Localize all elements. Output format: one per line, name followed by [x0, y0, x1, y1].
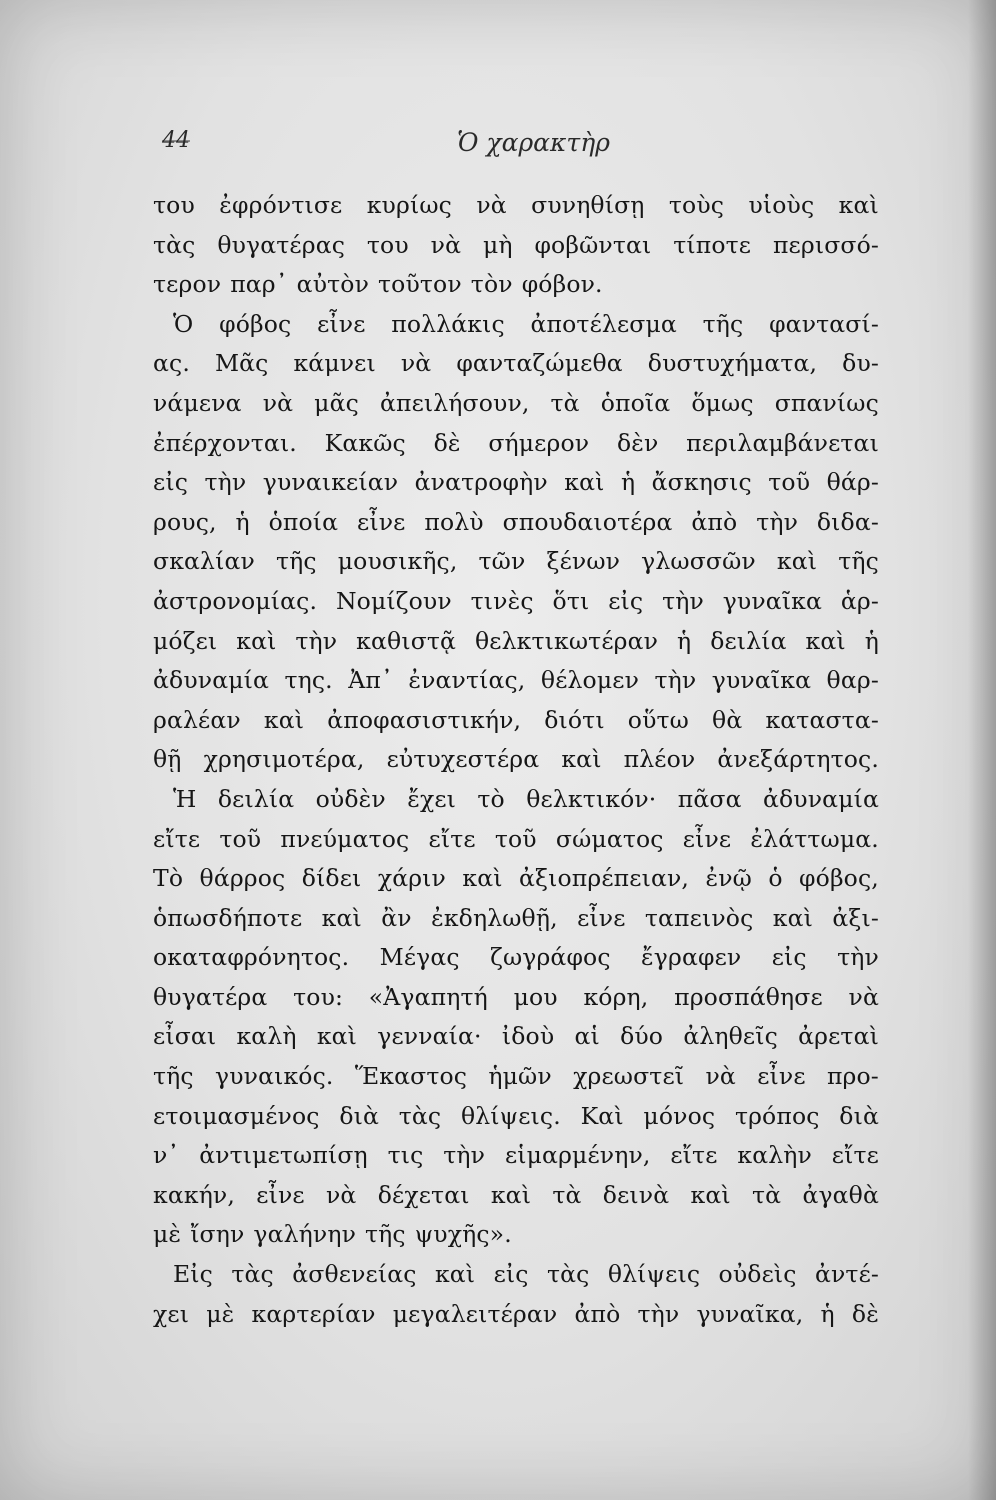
word: ἀπὸ — [691, 507, 738, 536]
word: τὰς — [398, 1101, 442, 1130]
word: εἴτε — [831, 1141, 879, 1170]
word: καὶ — [490, 1180, 532, 1209]
word: ἀδυναμία — [762, 784, 879, 813]
word: καλὴ — [236, 1022, 297, 1051]
text-line — [153, 780, 879, 820]
word: φανταζώμεθα — [456, 349, 623, 378]
word: ἔγραφεν — [641, 943, 742, 972]
text-line — [153, 661, 879, 701]
word: θάρ- — [826, 468, 879, 497]
word: τῆς — [838, 547, 879, 576]
word: κυρίως — [366, 191, 452, 219]
text-line — [153, 938, 879, 978]
word: τὸν — [470, 270, 513, 299]
word: σπανίως — [774, 388, 879, 417]
word: μουσικῆς, — [337, 547, 458, 576]
word: Ἕκαστος — [354, 1062, 468, 1091]
word: γαλήνην — [253, 1220, 357, 1249]
word: δίδει — [301, 864, 362, 893]
word: κόρη, — [583, 982, 649, 1011]
text-line — [153, 1215, 879, 1255]
word: τοῦ — [768, 468, 811, 497]
word: ξένων — [546, 547, 621, 576]
word: καὶ — [564, 468, 605, 497]
word: σκαλίαν — [153, 547, 255, 576]
word: τῆς — [365, 1220, 406, 1249]
word: φόβον. — [521, 270, 603, 299]
word: θὰ — [712, 705, 743, 734]
word: σπουδαιοτέρα — [502, 507, 673, 536]
word: μὲ — [206, 1299, 235, 1328]
word: ἐπέρχονται. — [153, 428, 297, 457]
word: νὰ — [262, 388, 294, 417]
word: καὶ — [263, 705, 305, 734]
word: ὁποῖα — [600, 388, 671, 417]
word: ἀποφασιστικήν, — [327, 705, 522, 734]
word: ἀσθενείας — [292, 1260, 417, 1289]
word: ν᾽ — [153, 1141, 180, 1170]
word: εἱμαρμένην, — [504, 1141, 651, 1170]
word: αἱ — [574, 1022, 600, 1051]
word: θαρ- — [826, 666, 879, 695]
text-line — [153, 503, 879, 543]
word: ἁρ- — [840, 586, 879, 615]
text-line — [153, 384, 879, 424]
word: ἀστρονομίας. — [153, 586, 318, 615]
text-line — [153, 899, 879, 939]
word: του — [366, 230, 409, 259]
word: γλωσσῶν — [641, 547, 756, 576]
word: τοῦ — [494, 824, 537, 853]
word: τρόπος — [734, 1101, 820, 1130]
word: διότι — [544, 705, 605, 734]
word: θελκτικόν· — [526, 784, 657, 813]
word: μᾶς — [314, 388, 359, 417]
word: τὴν — [443, 1141, 486, 1170]
word: ἐνῷ — [705, 864, 752, 893]
word: καὶ — [462, 864, 503, 893]
word: εἶνε — [357, 507, 406, 536]
word: θέλομεν — [540, 666, 640, 695]
word: μόνος — [643, 1101, 716, 1130]
word: μὴ — [482, 230, 513, 259]
word: δὲν — [616, 428, 659, 457]
word: τοῦτον — [378, 270, 462, 299]
word: ἀντιμετωπίσῃ — [199, 1141, 368, 1170]
word: τὴν — [654, 666, 697, 695]
word: ἐφρόντισε — [219, 191, 343, 219]
text-line — [153, 344, 879, 384]
word: τὰς — [231, 1260, 274, 1289]
word: θελκτικωτέραν — [475, 626, 659, 655]
text-line — [153, 582, 879, 622]
word: καταστα- — [765, 705, 879, 734]
text-line — [153, 226, 879, 266]
word: ετοιμασμένος — [153, 1101, 320, 1130]
word: τὰς — [153, 230, 196, 259]
word: μὲ — [153, 1220, 182, 1249]
word: Ἡ — [173, 784, 197, 813]
word: ἀδυναμία — [153, 666, 270, 695]
page-number: 44 — [162, 128, 190, 153]
word: ἀρεταὶ — [798, 1022, 879, 1051]
word: θυγατέρας — [217, 230, 346, 259]
word: ταπεινὸς — [644, 903, 754, 932]
word: Τὸ — [153, 864, 184, 893]
word: τὰ — [550, 388, 580, 417]
word: κάμνει — [293, 349, 376, 378]
text-line — [153, 859, 879, 899]
word: μεγαλειτέραν — [392, 1299, 558, 1328]
body-text — [153, 186, 879, 1334]
word: ἀνατροφὴν — [414, 468, 548, 497]
word: εἶνε — [682, 824, 732, 853]
word: χρεωστεῖ — [573, 1062, 685, 1091]
word: φαντασί- — [769, 309, 879, 338]
word: φόβος, — [799, 864, 879, 893]
text-line — [153, 1176, 879, 1216]
word: πνεύματος — [280, 824, 410, 853]
word: τὰ — [752, 1180, 782, 1209]
text-line — [153, 305, 879, 345]
text-line — [153, 820, 879, 860]
word: τὴν — [662, 586, 704, 615]
text-line — [153, 463, 879, 503]
word: σώματος — [555, 824, 664, 853]
text-line — [153, 1136, 879, 1176]
word: Ἀπ᾽ — [348, 666, 393, 695]
word: θυγατέρα — [153, 982, 268, 1011]
word: ἀξιοπρέπειαν, — [519, 864, 690, 893]
word: καὶ — [772, 903, 813, 932]
word: νὰ — [848, 982, 879, 1011]
word: παρ᾽ — [230, 270, 288, 299]
word: τῆς — [153, 1062, 194, 1091]
word: σήμερον — [488, 428, 590, 457]
text-line — [153, 1017, 879, 1057]
word: θλίψεις — [607, 1260, 701, 1289]
word: ἴσην — [190, 1220, 245, 1249]
word: καὶ — [690, 1180, 731, 1209]
word: χάριν — [377, 864, 446, 893]
word: δὲ — [433, 428, 461, 457]
text-line — [153, 740, 879, 780]
text-line — [153, 424, 879, 464]
word: του: — [293, 982, 344, 1011]
word: ἐκδηλωθῇ, — [431, 903, 558, 932]
word: διδα- — [816, 507, 879, 536]
word: υἱοὺς — [748, 191, 815, 219]
word: εἴτε — [670, 1141, 718, 1170]
word: μου — [513, 982, 558, 1011]
word: ας. — [153, 349, 190, 378]
word: οὐδὲν — [315, 784, 386, 813]
word: νὰ — [430, 230, 462, 259]
word: ψυχῆς». — [414, 1220, 512, 1249]
word: κακήν, — [153, 1180, 235, 1209]
word: τοῦ — [219, 824, 262, 853]
word: προσπάθησε — [674, 982, 823, 1011]
text-line — [153, 1255, 879, 1295]
word: ἀντέ- — [814, 1260, 879, 1289]
word: καὶ — [776, 547, 818, 576]
word: ἀνεξάρτητος. — [717, 745, 879, 774]
word: ἡ — [677, 626, 692, 655]
word: καὶ — [236, 626, 277, 655]
word: εἰς — [153, 468, 189, 497]
word: ἡμῶν — [488, 1062, 552, 1091]
text-line — [153, 622, 879, 662]
word: τὴν — [837, 943, 879, 972]
text-line — [153, 1295, 879, 1335]
word: οὕτω — [627, 705, 689, 734]
word: Κακῶς — [324, 428, 406, 457]
word: Νομίζουν — [335, 586, 452, 615]
word: θλίψεις. — [460, 1101, 561, 1130]
word: δειλία — [710, 626, 787, 655]
word: γυναικείαν — [262, 468, 399, 497]
word: φόβος — [219, 309, 292, 338]
word: ραλέαν — [153, 705, 241, 734]
word: προ- — [826, 1062, 879, 1091]
word: ἀληθεῖς — [683, 1022, 778, 1051]
word: χει — [153, 1299, 190, 1328]
word: τὰ — [552, 1180, 582, 1209]
word: καλὴν — [737, 1141, 812, 1170]
word: περισσό- — [772, 230, 879, 259]
word: εἰς — [493, 1260, 529, 1289]
word: ἀγαθὰ — [802, 1180, 879, 1209]
word: ἀξι- — [832, 903, 879, 932]
word: περιλαμβάνεται — [686, 428, 879, 457]
word: εἴτε — [428, 824, 476, 853]
running-head: Ὁ χαρακτὴρ — [457, 128, 610, 157]
word: καὶ — [561, 745, 602, 774]
word: οὐδεὶς — [718, 1260, 797, 1289]
word: ζωγράφος — [490, 943, 611, 972]
word: τινὲς — [470, 586, 534, 615]
word: ἰδοὺ — [501, 1022, 555, 1051]
word: εἶσαι — [153, 1022, 217, 1051]
word: ἡ — [620, 468, 636, 497]
word: καὶ — [434, 1260, 476, 1289]
word: τὴν — [756, 507, 799, 536]
word: καθιστᾷ — [356, 626, 457, 655]
word: διὰ — [339, 1101, 379, 1130]
word: τὴν — [204, 468, 247, 497]
word: θάρρος — [199, 864, 286, 893]
word: ἡ — [820, 1299, 835, 1328]
word: δειλία — [217, 784, 295, 813]
word: νὰ — [325, 1180, 357, 1209]
text-line — [153, 701, 879, 741]
word: ὁποία — [268, 507, 339, 536]
word: τις — [387, 1141, 424, 1170]
word: «Ἀγαπητή — [368, 982, 488, 1011]
word: ὅτι — [552, 586, 590, 615]
word: ἡ — [235, 507, 250, 536]
word: ὁ — [768, 864, 783, 893]
word: ἂν — [381, 903, 412, 932]
word: γυναικός. — [215, 1062, 334, 1091]
text-line — [153, 1057, 879, 1097]
text-line — [153, 542, 879, 582]
word: Μᾶς — [214, 349, 269, 378]
text-line — [153, 978, 879, 1018]
word: τὴν — [637, 1299, 680, 1328]
word: δεινὰ — [602, 1180, 670, 1209]
word: καὶ — [321, 903, 362, 932]
word: δὲ — [851, 1299, 879, 1328]
text-line — [153, 1097, 879, 1137]
word: του — [153, 191, 195, 219]
word: θῇ — [153, 745, 182, 774]
word: ἡ — [864, 626, 879, 655]
word: διὰ — [839, 1101, 879, 1130]
word: εὐτυχεστέρα — [386, 745, 540, 774]
word: πολλάκις — [391, 309, 505, 338]
word: πολὺ — [424, 507, 484, 536]
word: αὐτὸν — [296, 270, 370, 299]
word: ὅμως — [691, 388, 754, 417]
word: γενναία· — [377, 1022, 482, 1051]
word: τερον — [153, 270, 222, 299]
word: εἴτε — [153, 824, 201, 853]
word: ἐναντίας, — [408, 666, 526, 695]
word: καὶ — [838, 191, 879, 219]
word: τοὺς — [668, 191, 725, 219]
word: δυ- — [842, 349, 879, 378]
word: εἰς — [771, 943, 807, 972]
word: Εἰς — [173, 1260, 213, 1289]
word: συνηθίσῃ — [531, 191, 645, 219]
word: τὰς — [546, 1260, 590, 1289]
word: γυναῖκα — [711, 666, 812, 695]
page-edge-shadow — [968, 0, 996, 1500]
word: νάμενα — [153, 388, 242, 417]
text-line — [153, 186, 879, 226]
word: Ὁ — [173, 309, 194, 338]
word: γυναῖκα — [722, 586, 823, 615]
word: ἄσκησις — [651, 468, 752, 497]
word: πᾶσα — [677, 784, 742, 813]
word: της. — [284, 666, 333, 695]
word: τίποτε — [673, 230, 752, 259]
word: ἀπὸ — [574, 1299, 621, 1328]
word: εἶνε — [256, 1180, 305, 1209]
word: χρησιμοτέρα, — [203, 745, 365, 774]
word: τὸ — [477, 784, 505, 813]
word: εἶνε — [577, 903, 626, 932]
word: οκαταφρόνητος. — [153, 943, 350, 972]
word: μόζει — [153, 626, 218, 655]
word: τὴν — [295, 626, 338, 655]
word: δύο — [620, 1022, 664, 1051]
word: πλέον — [623, 745, 696, 774]
word: ὁπωσδήποτε — [153, 903, 303, 932]
word: ἔχει — [407, 784, 457, 813]
word: Καὶ — [580, 1101, 624, 1130]
word: ἐλάττωμα. — [750, 824, 879, 853]
word: γυναῖκα, — [696, 1299, 804, 1328]
word: καρτερίαν — [251, 1299, 376, 1328]
word: εἶνε — [757, 1062, 806, 1091]
word: Μέγας — [379, 943, 460, 972]
text-line — [153, 265, 879, 305]
word: φοβῶνται — [534, 230, 652, 259]
word: ρους, — [153, 507, 217, 536]
word: καὶ — [316, 1022, 358, 1051]
word: νὰ — [400, 349, 432, 378]
word: τῶν — [478, 547, 526, 576]
word: νὰ — [476, 191, 507, 219]
word: τῆς — [702, 309, 744, 338]
word: δυστυχήματα, — [647, 349, 818, 378]
word: δέχεται — [377, 1180, 470, 1209]
word: καὶ — [805, 626, 846, 655]
word: εἶνε — [317, 309, 366, 338]
word: τῆς — [275, 547, 317, 576]
word: ἀποτέλεσμα — [530, 309, 677, 338]
word: νὰ — [705, 1062, 736, 1091]
word: ἀπειλήσουν, — [379, 388, 530, 417]
word: εἰς — [608, 586, 644, 615]
